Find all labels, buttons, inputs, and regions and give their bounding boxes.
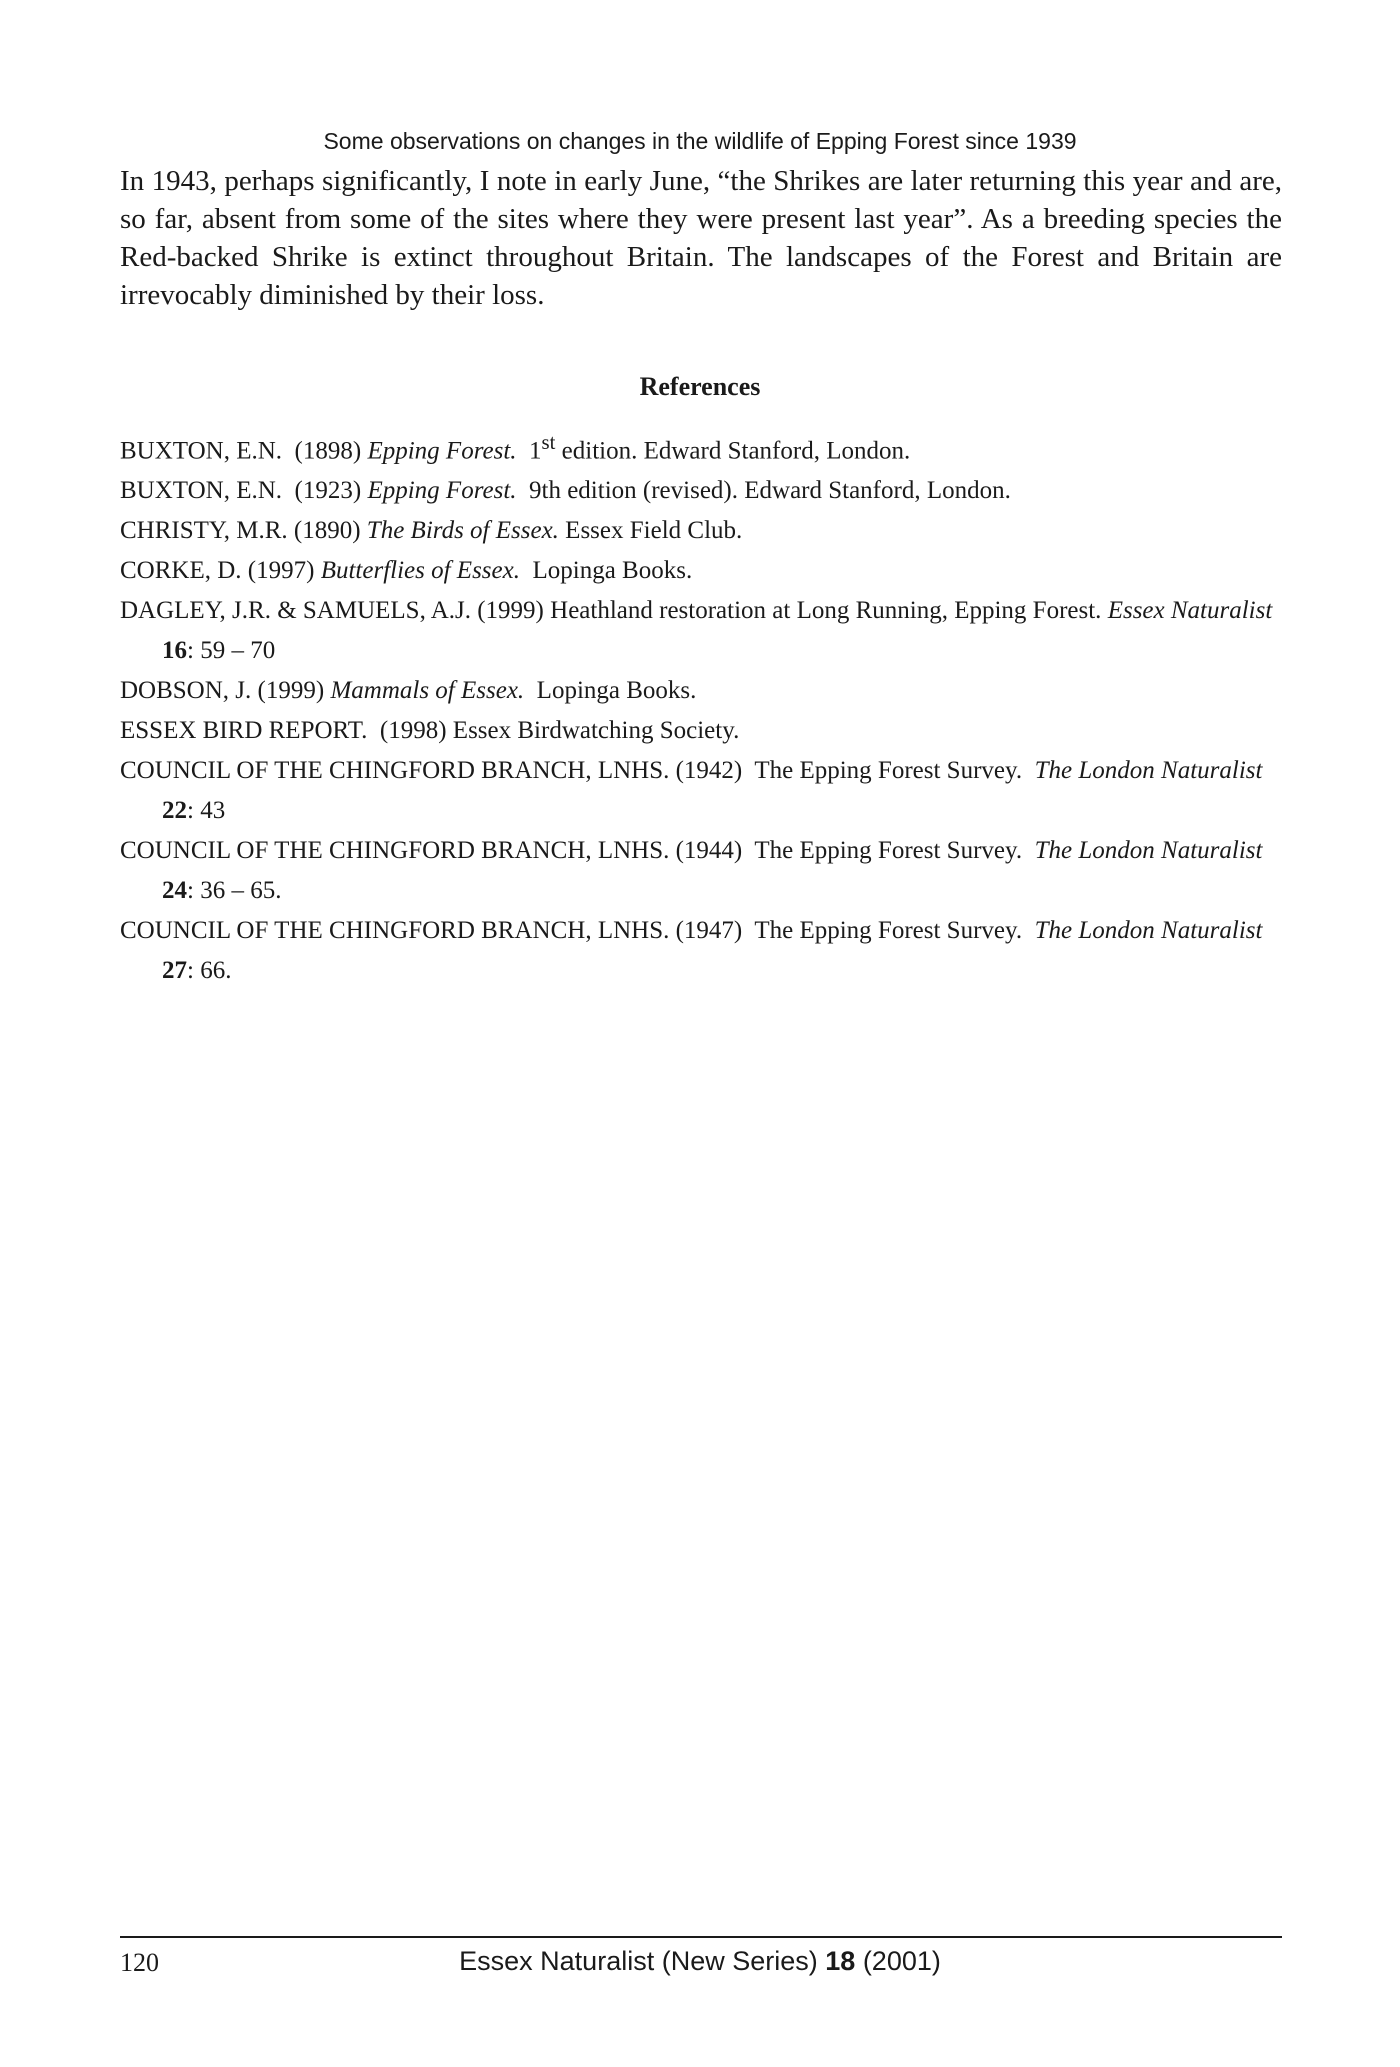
reference-authors: CHRISTY, M.R. <box>120 517 288 545</box>
reference-year: (1997) <box>247 557 315 585</box>
reference-authors: CORKE, D. <box>120 557 242 585</box>
reference-item <box>120 831 1280 911</box>
reference-title: Epping Forest. <box>367 477 517 505</box>
page-number: 120 <box>120 1948 159 1977</box>
reference-year: (1944) <box>675 837 743 865</box>
reference-item <box>120 591 1280 671</box>
reference-year: (1999) <box>257 677 325 705</box>
journal-name: Essex Naturalist (New Series) <box>459 1946 818 1976</box>
reference-title: Mammals of Essex. <box>330 677 525 705</box>
references-heading: References <box>639 372 761 401</box>
reference-journal: The London Naturalist <box>1034 837 1263 865</box>
reference-year: (1923) <box>294 477 362 505</box>
reference-year: (1942) <box>675 757 743 785</box>
journal-volume: 18 <box>825 1946 856 1976</box>
reference-title: The Birds of Essex. <box>366 517 559 545</box>
reference-list <box>120 422 1280 991</box>
reference-authors: BUXTON, E.N. <box>120 477 283 505</box>
reference-pages: : 59 – 70 <box>187 637 276 665</box>
body-paragraph: In 1943, perhaps significantly, I note in early June, “the Shrikes are later returning this year and are, so far, absent from some of the sites where they were present last year”. As a breeding species the Red-backed Shrike is extinct throughout Britain. The landscapes of the Forest and Britain are irrevocably diminished by their loss. <box>120 165 1282 311</box>
reference-authors: COUNCIL OF THE CHINGFORD BRANCH, LNHS. <box>120 837 670 865</box>
journal-year: (2001) <box>862 1946 941 1976</box>
reference-item <box>120 551 1280 591</box>
reference-publisher: Essex Field Club. <box>565 517 743 545</box>
reference-title: Butterflies of Essex. <box>320 557 520 585</box>
reference-authors: COUNCIL OF THE CHINGFORD BRANCH, LNHS. <box>120 917 670 945</box>
reference-year: (1999) <box>477 597 544 625</box>
reference-pages: : 43 <box>187 797 226 825</box>
reference-item <box>120 911 1280 991</box>
reference-publisher: Lopinga Books. <box>532 557 693 585</box>
reference-publisher: edition. Edward Stanford, London. <box>555 437 911 465</box>
reference-journal: The London Naturalist <box>1034 757 1263 785</box>
reference-publisher: Lopinga Books. <box>536 677 697 705</box>
reference-pages: : 66. <box>187 957 232 985</box>
reference-item <box>120 671 1280 711</box>
reference-pages: : 36 – 65. <box>187 877 282 905</box>
reference-article-title: Heathland restoration at Long Running, Epping Forest. <box>550 597 1102 625</box>
reference-item <box>120 711 1280 751</box>
reference-authors: ESSEX BIRD REPORT. <box>120 717 368 745</box>
reference-volume: 27 <box>162 957 187 985</box>
reference-title: Epping Forest. <box>367 437 517 465</box>
reference-edition-suffix: st <box>541 430 556 454</box>
reference-year: (1947) <box>675 917 743 945</box>
footer-rule <box>120 1936 1282 1938</box>
reference-year: (1890) <box>293 517 361 545</box>
reference-item <box>120 471 1280 511</box>
reference-item <box>120 422 1280 471</box>
reference-journal: Essex Naturalist <box>1107 597 1273 625</box>
reference-article-title: The Epping Forest Survey. <box>754 757 1023 785</box>
reference-item <box>120 511 1280 551</box>
reference-edition-number: 1 <box>529 437 542 465</box>
reference-year: (1898) <box>294 437 362 465</box>
reference-authors: BUXTON, E.N. <box>120 437 283 465</box>
reference-article-title: The Epping Forest Survey. <box>754 837 1023 865</box>
reference-authors: DOBSON, J. <box>120 677 252 705</box>
reference-authors: DAGLEY, J.R. & SAMUELS, A.J. <box>120 597 471 625</box>
reference-volume: 22 <box>162 797 187 825</box>
reference-volume: 24 <box>162 877 187 905</box>
reference-article-title: The Epping Forest Survey. <box>754 917 1023 945</box>
reference-publisher: Essex Birdwatching Society. <box>452 717 740 745</box>
journal-footer <box>0 1946 1400 1977</box>
reference-item <box>120 751 1280 831</box>
reference-year: (1998) <box>379 717 447 745</box>
reference-publisher: 9th edition (revised). Edward Stanford, London. <box>529 477 1011 505</box>
reference-authors: COUNCIL OF THE CHINGFORD BRANCH, LNHS. <box>120 757 670 785</box>
reference-volume: 16 <box>162 637 187 665</box>
running-head: Some observations on changes in the wildlife of Epping Forest since 1939 <box>323 128 1077 154</box>
reference-journal: The London Naturalist <box>1034 917 1263 945</box>
